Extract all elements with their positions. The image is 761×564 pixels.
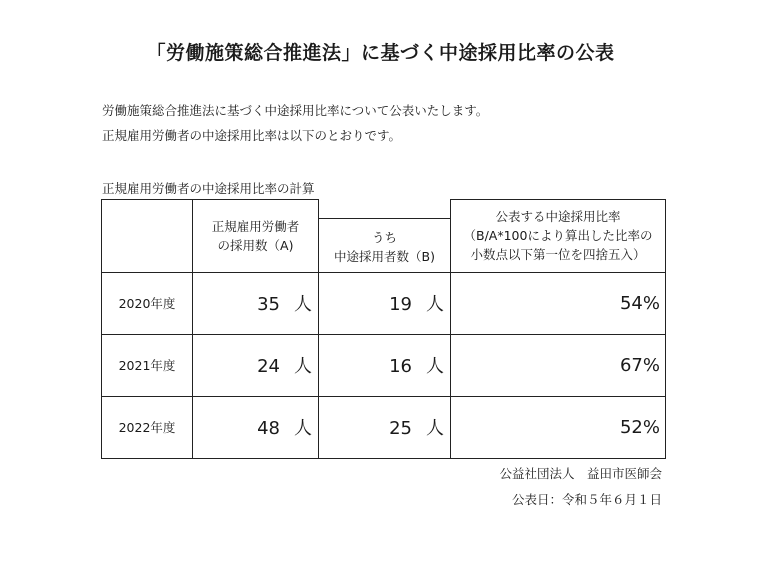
- row-year: 2021年度: [102, 334, 193, 396]
- page-title: 「労働施策総合推進法」に基づく中途採用比率の公表: [146, 42, 615, 64]
- footer-organization: 公益社団法人 益田市医師会: [499, 466, 662, 481]
- row-regular-hires-count: [193, 272, 319, 334]
- row-rate: 67%: [451, 334, 666, 396]
- row-regular-hires-count: [193, 396, 319, 458]
- count-unit: 人: [294, 294, 312, 315]
- count-unit: 人: [426, 356, 444, 377]
- header-a-line-2: の採用数（A): [217, 237, 294, 253]
- header-c-line-2: （B/A*100により算出した比率の: [463, 228, 653, 244]
- hiring-rate-table: [101, 199, 666, 459]
- count-value: 35: [257, 294, 280, 315]
- count-value: 16: [389, 356, 412, 377]
- row-regular-hires-count: [193, 334, 319, 396]
- table-row: [102, 334, 666, 396]
- row-mid-career-count: [319, 334, 451, 396]
- intro-line-2: 正規雇用労働者の中途採用比率は以下のとおりです。: [102, 128, 402, 143]
- header-published-rate: [451, 200, 666, 273]
- count-unit: 人: [426, 294, 444, 315]
- header-c-line-3: 小数点以下第一位を四捨五入）: [470, 247, 646, 263]
- row-year: 2020年度: [102, 272, 193, 334]
- row-rate: 54%: [451, 272, 666, 334]
- row-rate: 52%: [451, 396, 666, 458]
- table-header-row: [102, 200, 666, 273]
- count-unit: 人: [294, 418, 312, 439]
- row-mid-career-count: [319, 396, 451, 458]
- count-value: 19: [389, 294, 412, 315]
- count-value: 25: [389, 418, 412, 439]
- count-value: 48: [257, 418, 280, 439]
- header-mid-career-hires: [319, 200, 451, 273]
- header-b-line-2: 中途採用者数（B): [334, 248, 435, 264]
- header-b-divider: [319, 218, 450, 219]
- table-row: [102, 396, 666, 458]
- count-unit: 人: [294, 356, 312, 377]
- header-regular-hires: [193, 200, 319, 273]
- count-unit: 人: [426, 418, 444, 439]
- table-caption: 正規雇用労働者の中途採用比率の計算: [102, 181, 315, 196]
- intro-line-1: 労働施策総合推進法に基づく中途採用比率について公表いたします。: [102, 103, 489, 118]
- footer-published-date: 公表日：令和５年６月１日: [511, 492, 662, 507]
- row-mid-career-count: [319, 272, 451, 334]
- header-c-line-1: 公表する中途採用比率: [495, 209, 621, 225]
- table-row: [102, 272, 666, 334]
- header-empty-cell: [102, 200, 193, 273]
- header-b-line-1: うち: [371, 229, 397, 245]
- header-a-line-1: 正規雇用労働者: [211, 218, 300, 234]
- count-value: 24: [257, 356, 280, 377]
- row-year: 2022年度: [102, 396, 193, 458]
